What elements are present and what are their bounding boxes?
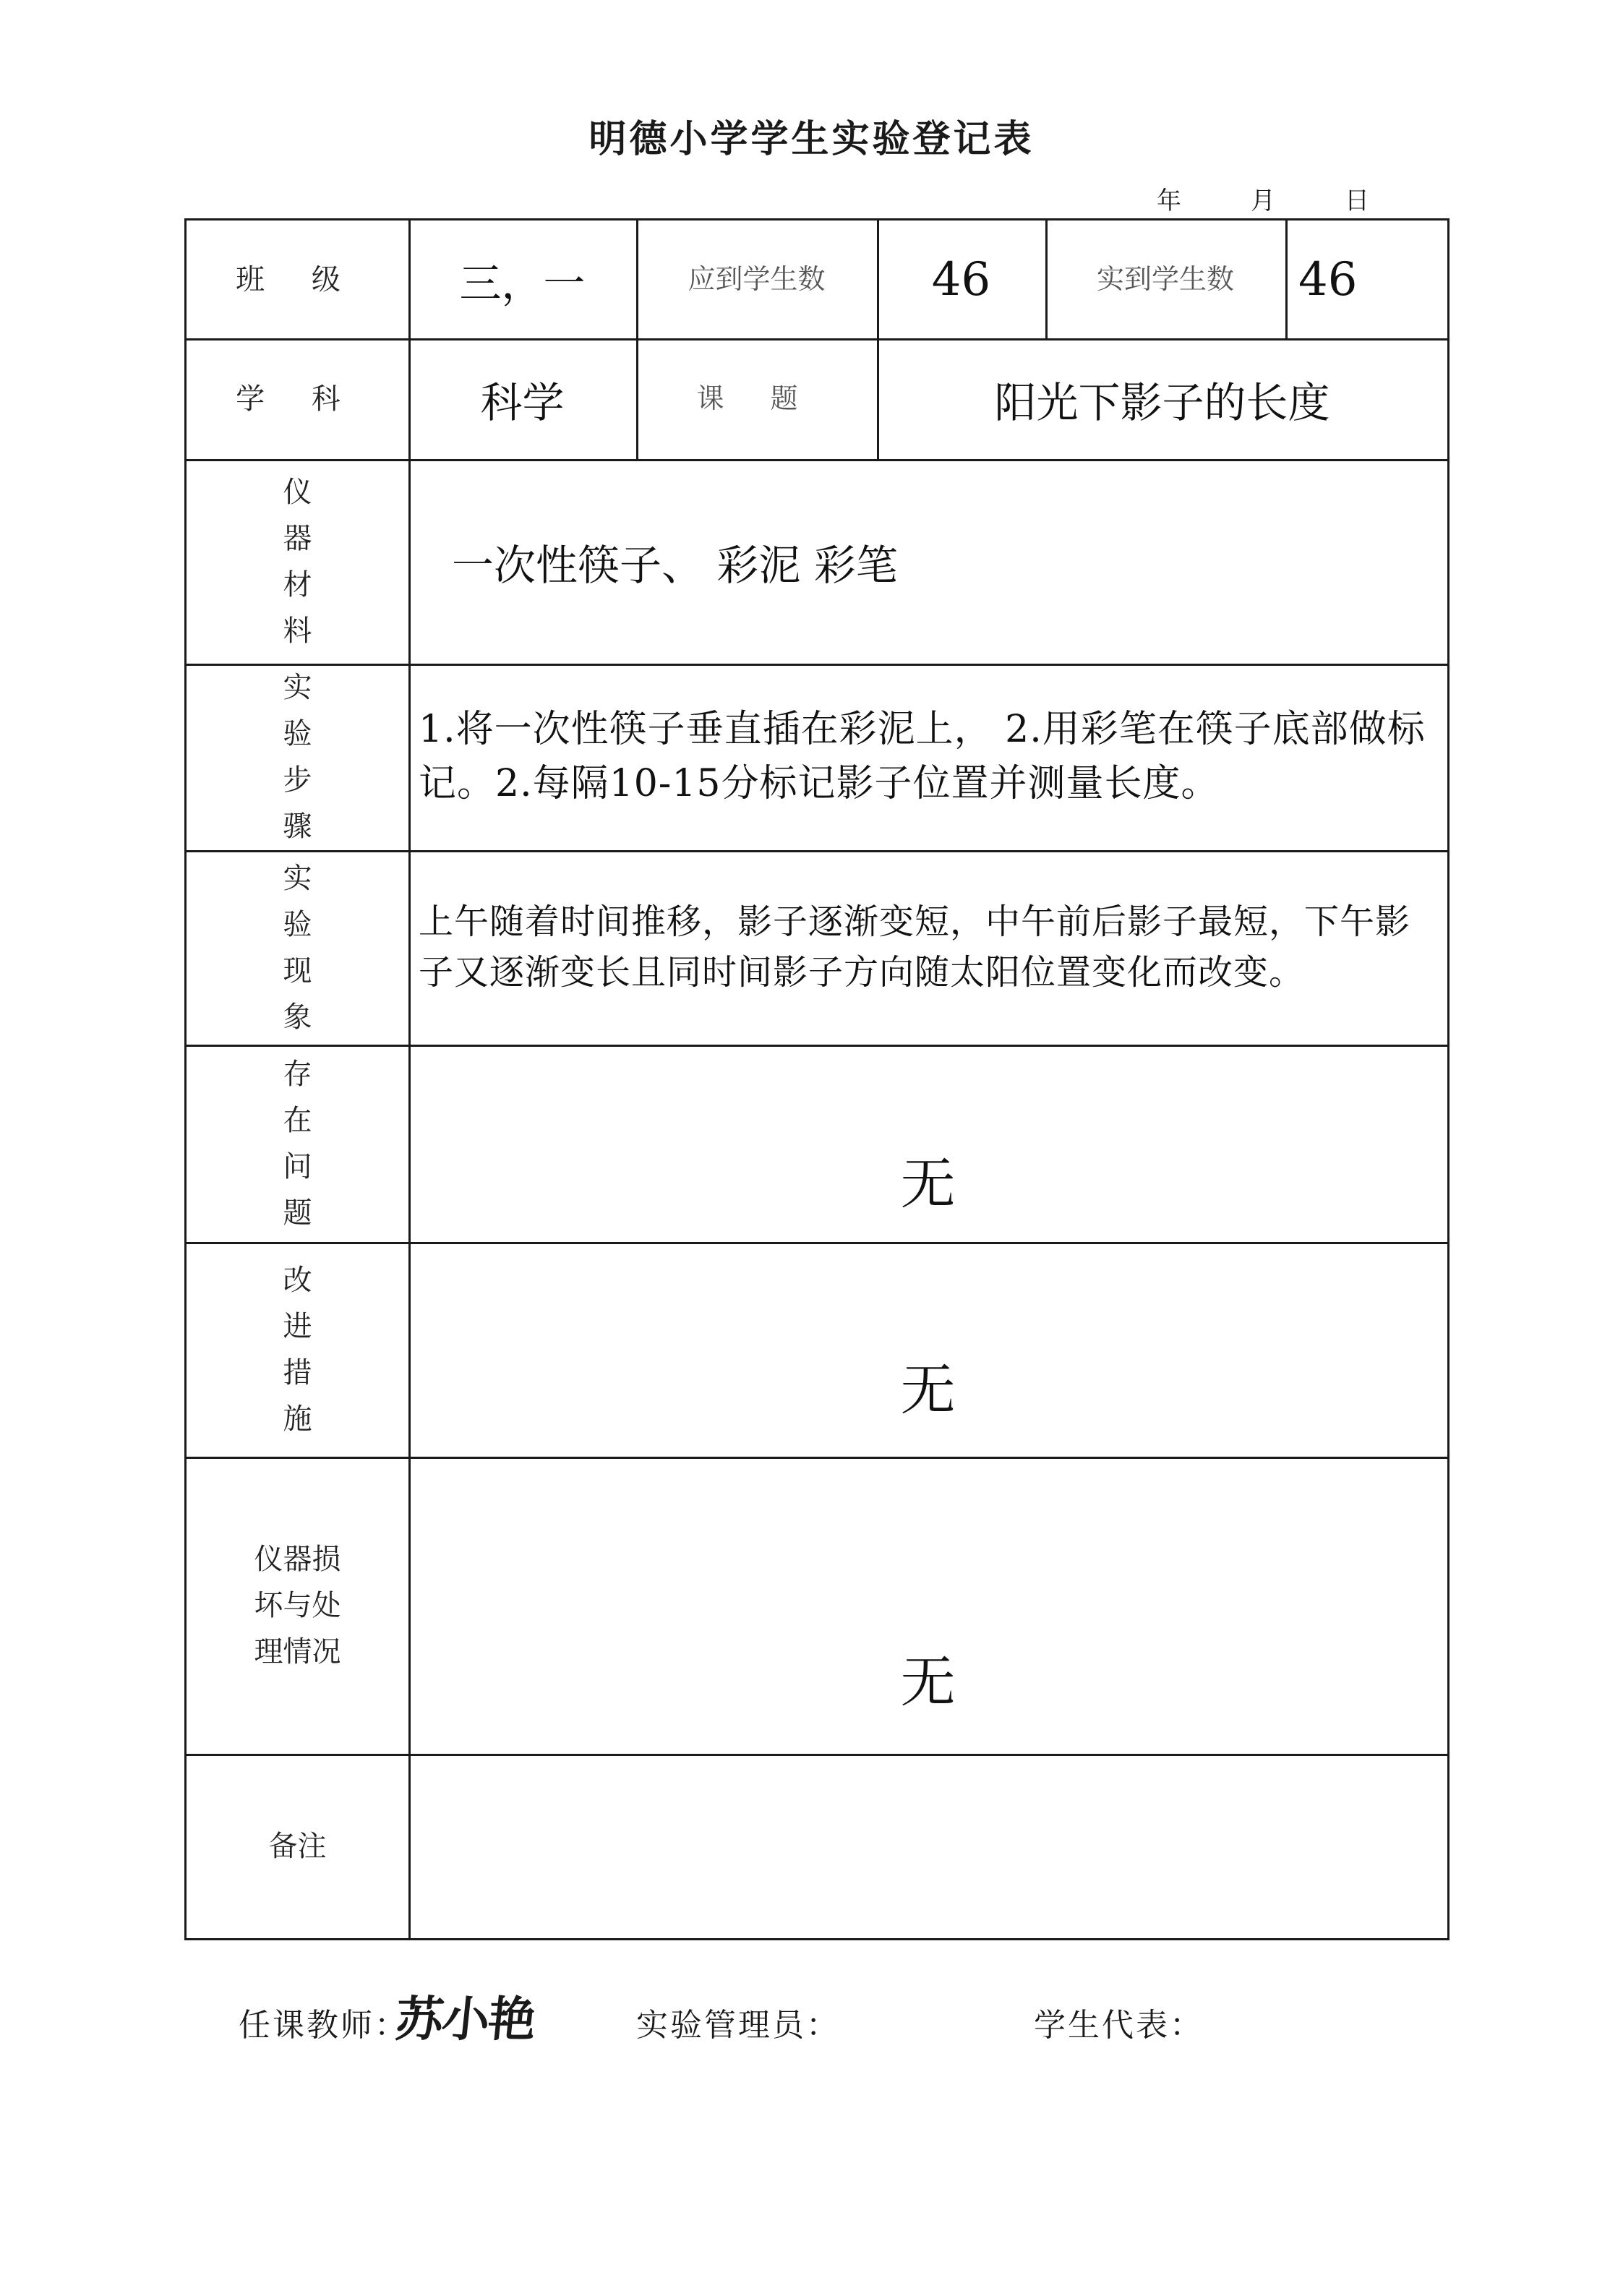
registration-table <box>184 218 1449 1940</box>
class-label: 班 级 <box>236 262 359 296</box>
steps-value: 1.将一次性筷子垂直插在彩泥上， 2.用彩笔在筷子底部做标记。2.每隔10-15分标记影子位置并测量长度。 <box>419 707 1426 805</box>
damage-value: 无 <box>900 1650 956 1714</box>
actual-students-label: 实到学生数 <box>1096 263 1234 296</box>
class-value: 三，一 <box>459 258 586 308</box>
subject-label: 学 科 <box>236 382 359 416</box>
form-title: 明德小学学生实验登记表 <box>588 118 1035 161</box>
problems-label: 存在问题 <box>283 1057 312 1230</box>
actual-students-value: 46 <box>1298 252 1358 307</box>
topic-label: 课 题 <box>696 382 817 415</box>
improvements-label: 改进措施 <box>283 1263 312 1436</box>
student-rep-label: 学生代表： <box>1034 2007 1204 2044</box>
phenomenon-label: 实验现象 <box>283 861 312 1034</box>
improvements-value: 无 <box>900 1358 956 1422</box>
notes-label: 备注 <box>268 1829 327 1863</box>
expected-students-value: 46 <box>931 252 991 307</box>
materials-label: 仪器材料 <box>283 475 312 648</box>
steps-label: 实验步骤 <box>283 671 312 843</box>
expected-students-label: 应到学生数 <box>688 263 826 296</box>
date-month-label: 月 <box>1251 187 1275 215</box>
topic-value: 阳光下影子的长度 <box>994 377 1330 427</box>
date-line <box>1142 181 1388 217</box>
date-year-label: 年 <box>1157 187 1181 215</box>
problems-value: 无 <box>900 1152 956 1216</box>
teacher-label: 任课教师： <box>239 2007 408 2044</box>
notes-value <box>408 1754 1447 1938</box>
subject-value: 科学 <box>480 377 565 427</box>
lab-manager-label: 实验管理员： <box>636 2007 840 2044</box>
phenomenon-value: 上午随着时间推移，影子逐渐变短，中午前后影子最短，下午影子又逐渐变长且同时间影子方向随太阳位置变化而改变。 <box>419 901 1411 993</box>
materials-value: 一次性筷子、 彩泥 彩笔 <box>452 540 898 590</box>
teacher-signature: 苏小艳 <box>393 1991 538 2047</box>
date-day-label: 日 <box>1345 187 1369 215</box>
damage-label: 仪器损坏与处理情况 <box>254 1542 341 1669</box>
